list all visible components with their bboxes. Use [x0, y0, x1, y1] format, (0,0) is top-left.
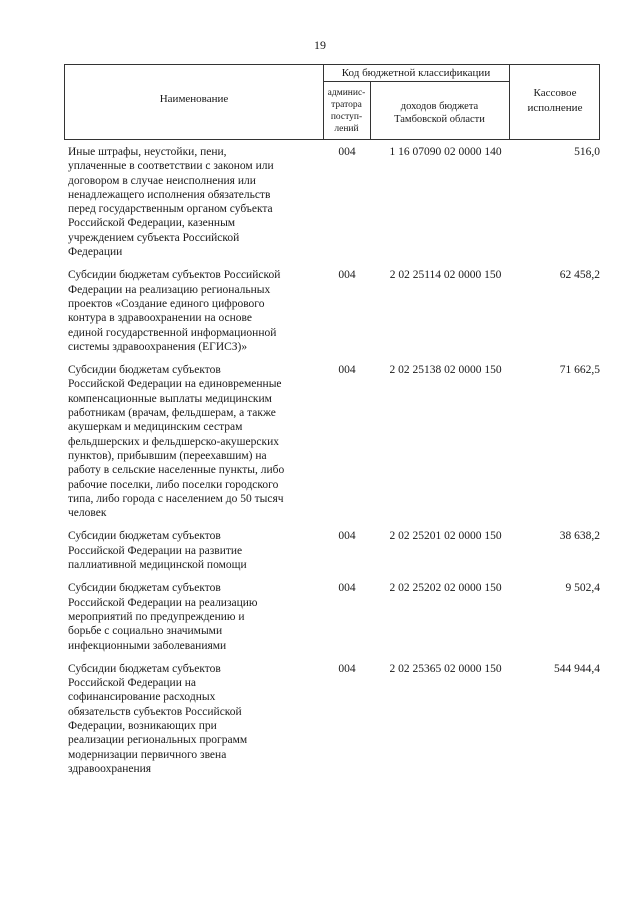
row-name-line: Российской Федерации на реализацию [68, 596, 258, 609]
header-cash-line: Кассовое [533, 87, 577, 99]
row-admin-code: 004 [338, 582, 356, 595]
row-name-line: фельдшерских и фельдшерско-акушерских [68, 435, 279, 448]
row-name-line: типа, либо города с населением до 50 тысяч [68, 492, 284, 505]
header-divider [323, 81, 509, 82]
row-name-line: Федерации, возникающих при [68, 719, 217, 732]
row-budget-code: 2 02 25138 02 0000 150 [389, 364, 502, 377]
row-name-line: Субсидии бюджетам субъектов [68, 582, 221, 595]
header-cash [509, 86, 601, 116]
table-row [64, 529, 600, 572]
row-name-line: инфекционными заболеваниями [68, 639, 227, 652]
row-name-line: Субсидии бюджетам субъектов Российской [68, 269, 281, 282]
row-name-line: учреждением субъекта Российской [68, 231, 240, 244]
header-admin-line: поступ- [330, 112, 363, 122]
header-income-line: доходов бюджета [400, 101, 479, 112]
row-name-line: ненадлежащего исполнения обязательств [68, 188, 271, 201]
table-row [64, 268, 600, 354]
header-budget-code: Код бюджетной классификации [341, 67, 491, 79]
table-row [64, 145, 600, 259]
row-name-line: Иные штрафы, неустойки, пени, [68, 146, 227, 158]
header-income-line: Тамбовской области [394, 114, 485, 125]
row-name-line: акушеркам и медицинским сестрам [68, 421, 243, 434]
row-amount: 544 944,4 [554, 662, 600, 675]
row-name [64, 529, 317, 572]
row-amount: 516,0 [574, 146, 600, 158]
row-name-line: контура в здравоохранении на основе [68, 312, 253, 325]
row-name-line: паллиативной медицинской помощи [68, 559, 247, 572]
row-budget-code: 2 02 25365 02 0000 150 [389, 662, 502, 675]
row-name-line: системы здравоохранения (ЕГИСЗ)» [68, 340, 248, 353]
row-admin-code: 004 [338, 269, 356, 282]
row-budget-code: 2 02 25202 02 0000 150 [389, 582, 502, 595]
row-name-line: Федерации на реализацию региональных [68, 283, 271, 296]
row-amount: 38 638,2 [559, 530, 600, 543]
table-row [64, 363, 600, 520]
row-name-line: пунктов), прибывшим (переехавшим) на [68, 449, 267, 462]
header-admin [323, 87, 370, 135]
row-name-line: Российской Федерации на единовременные [68, 378, 282, 391]
row-budget-code: 2 02 25114 02 0000 150 [389, 269, 502, 282]
table-body [64, 145, 600, 785]
row-name-line: Федерации [68, 246, 123, 259]
header-admin-line: лений [334, 124, 359, 134]
header-admin-line: тратора [331, 100, 362, 110]
row-amount: 62 458,2 [559, 269, 600, 282]
row-name [64, 268, 317, 354]
row-amount: 9 502,4 [565, 582, 600, 595]
row-name [64, 662, 317, 776]
row-name-line: Российской Федерации на [68, 677, 196, 690]
row-name-line: Субсидии бюджетам субъектов [68, 530, 221, 543]
row-name-line: Российской Федерации на развитие [68, 544, 243, 557]
row-name-line: проектов «Создание единого цифрового [68, 297, 265, 310]
row-name-line: софинансирование расходных [68, 691, 216, 704]
header-name: Наименование [159, 93, 229, 105]
row-name-line: перед государственным органом субъекта [68, 203, 273, 216]
row-amount: 71 662,5 [559, 364, 600, 377]
row-name-line: мероприятий по предупреждению и [68, 610, 245, 623]
table-row [64, 662, 600, 776]
row-name [64, 581, 317, 652]
row-name [64, 363, 317, 520]
page-number: 19 [314, 38, 326, 52]
row-name-line: борьбе с социально значимыми [68, 625, 223, 638]
header-admin-line: админис- [327, 88, 366, 98]
row-name-line: обязательств субъектов Российской [68, 705, 242, 718]
row-name [64, 145, 317, 259]
row-name-line: Субсидии бюджетам субъектов [68, 364, 221, 377]
row-admin-code: 004 [338, 662, 356, 675]
row-admin-code: 004 [338, 146, 356, 158]
row-name-line: работу в сельские населенные пункты, либо [68, 464, 285, 477]
row-name-line: человек [68, 507, 107, 520]
row-admin-code: 004 [338, 530, 356, 543]
row-name-line: модернизации первичного звена [68, 748, 227, 761]
row-name-line: компенсационные выплаты медицинским [68, 392, 272, 405]
row-name-line: единой государственной информационной [68, 326, 277, 339]
row-budget-code: 2 02 25201 02 0000 150 [389, 530, 502, 543]
row-name-line: работникам (врачам, фельдшерам, а также [68, 407, 276, 420]
header-cash-line: исполнение [527, 102, 583, 114]
table-header [64, 64, 600, 140]
row-name-line: реализации региональных программ [68, 734, 248, 747]
row-name-line: уплаченные в соответствии с законом или [68, 160, 274, 173]
row-name-line: рабочие поселки, либо поселки городского [68, 478, 279, 491]
row-budget-code: 1 16 07090 02 0000 140 [389, 146, 502, 158]
row-name-line: Субсидии бюджетам субъектов [68, 662, 221, 675]
header-income [370, 100, 509, 126]
table-row [64, 581, 600, 652]
row-name-line: здравоохранения [68, 762, 152, 775]
row-name-line: договором в случае неисполнения или [68, 174, 256, 187]
row-admin-code: 004 [338, 364, 356, 377]
row-name-line: Российской Федерации, казенным [68, 217, 236, 230]
